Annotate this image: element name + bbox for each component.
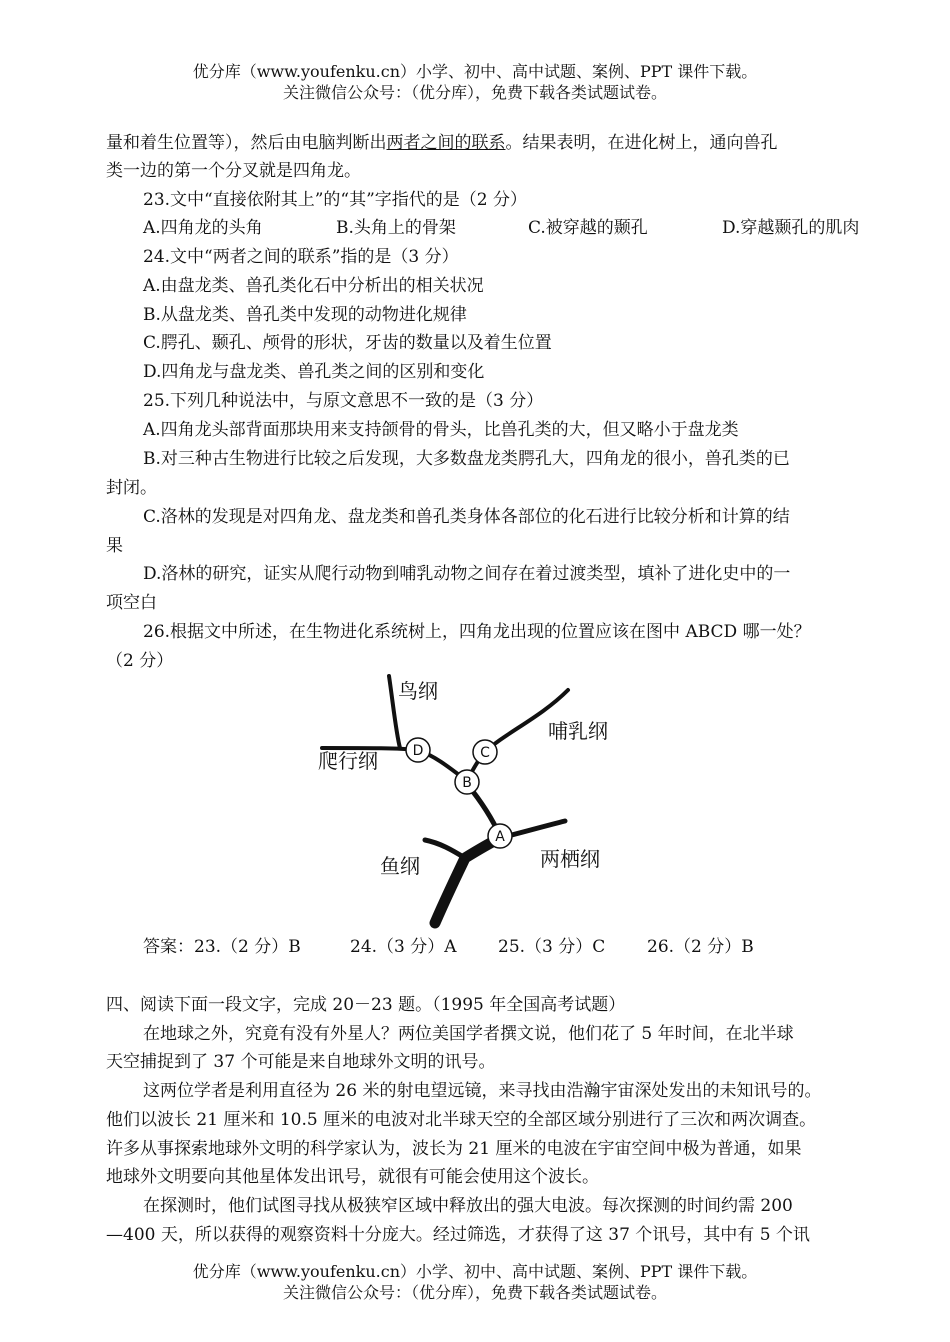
node-a-label: A (495, 829, 505, 845)
q25-option-d-line1: D.洛林的研究，证实从爬行动物到哺乳动物之间存在着过渡类型，填补了进化史中的一 (143, 564, 791, 584)
section4-p1-line1: 在地球之外，究竟有没有外星人？两位美国学者撰文说，他们花了 5 年时间，在北半球 (143, 1024, 794, 1044)
section4-p1-line2: 天空捕捉到了 37 个可能是来自地球外文明的讯号。 (106, 1052, 496, 1072)
reptile-label: 爬行纲 (318, 749, 378, 773)
fish-branch (425, 840, 465, 858)
section4-p3-line2: —400 天，所以获得的观察资料十分庞大。经过筛选，才获得了这 37 个讯号，其中有 5 个讯 (106, 1225, 810, 1245)
node-d-label: D (412, 743, 424, 759)
q24-option-b: B.从盘龙类、兽孔类中发现的动物进化规律 (143, 305, 467, 325)
intro-line-2: 类一边的第一个分叉就是四角龙。 (106, 161, 361, 181)
section4-p2-line4: 地球外文明要向其他星体发出讯号，就很有可能会使用这个波长。 (106, 1167, 599, 1187)
header-line-2: 关注微信公众号：（优分库），免费下载各类试题试卷。 (282, 83, 667, 102)
q25-option-c-line1: C.洛林的发现是对四角龙、盘龙类和兽孔类身体各部位的化石进行比较分析和计算的结 (143, 507, 790, 527)
q26-stem-score: （2 分） (106, 651, 174, 671)
q24-option-d: D.四角龙与盘龙类、兽孔类之间的区别和变化 (143, 362, 485, 382)
section4-p3-line1: 在探测时，他们试图寻找从极狭窄区域中释放出的强大电波。每次探测的时间约需 200 (143, 1196, 793, 1216)
q23-option-d: D.穿越颞孔的肌肉 (722, 218, 860, 238)
evolution-tree-diagram (300, 668, 640, 930)
q25-option-a: A.四角龙头部背面那块用来支持颌骨的骨头，比兽孔类的大，但又略小于盘龙类 (143, 420, 739, 440)
answer-24: 24.（3 分）A (350, 937, 457, 957)
q25-stem: 25.下列几种说法中，与原文意思不一致的是（3 分） (143, 391, 544, 411)
q23-stem: 23.文中“直接依附其上”的“其”字指代的是（2 分） (143, 190, 528, 210)
trunk-branch (435, 838, 500, 923)
amphibian-label: 两栖纲 (540, 847, 600, 871)
fish-label: 鱼纲 (380, 854, 420, 878)
q25-option-c-line2: 果 (106, 536, 123, 556)
section4-p2-line1: 这两位学者是利用直径为 26 米的射电望远镜，来寻找由浩瀚宇宙深处发出的未知讯号的。 (143, 1081, 822, 1101)
mammal-label: 哺乳纲 (548, 719, 608, 743)
section4-p2-line3: 许多从事探索地球外文明的科学家认为，波长为 21 厘米的电波在宇宙空间中极为普通，如果 (106, 1139, 802, 1159)
bird-label: 鸟纲 (398, 679, 438, 703)
answer-25: 25.（3 分）C (498, 937, 606, 957)
footer-line-1: 优分库（www.youfenku.cn）小学、初中、高中试题、案例、PPT 课件下载。 (192, 1262, 758, 1281)
answer-23: 答案：23.（2 分）B (143, 937, 301, 957)
q25-option-b-line1: B.对三种古生物进行比较之后发现，大多数盘龙类腭孔大，四角龙的很小，兽孔类的已 (143, 449, 790, 469)
intro-underlined-phrase: 两者之间的联系 (386, 133, 506, 153)
q24-stem: 24.文中“两者之间的联系”指的是（3 分） (143, 247, 459, 267)
q23-option-a: A.四角龙的头角 (143, 218, 263, 238)
q24-option-c: C.腭孔、颞孔、颅骨的形状，牙齿的数量以及着生位置 (143, 333, 552, 353)
section4-title: 四、阅读下面一段文字，完成 20－23 题。（1995 年全国高考试题） (106, 995, 626, 1015)
q24-option-a: A.由盘龙类、兽孔类化石中分析出的相关状况 (143, 276, 484, 296)
intro-text-before: 量和着生位置等），然后由电脑判断出 (106, 133, 387, 153)
q26-stem: 26.根据文中所述，在生物进化系统树上，四角龙出现的位置应该在图中 ABCD 哪一处？ (143, 622, 811, 642)
q25-option-b-line2: 封闭。 (106, 478, 157, 498)
intro-line-1 (106, 131, 778, 155)
answer-26: 26.（2 分）B (647, 937, 754, 957)
header-line-1: 优分库（www.youfenku.cn）小学、初中、高中试题、案例、PPT 课件下载。 (192, 62, 758, 81)
q23-option-c: C.被穿越的颞孔 (528, 218, 648, 238)
footer-line-2: 关注微信公众号：（优分库），免费下载各类试题试卷。 (282, 1283, 667, 1302)
intro-text-after: 。结果表明，在进化树上，通向兽孔 (505, 133, 778, 153)
node-c-label: C (480, 745, 490, 761)
q25-option-d-line2: 项空白 (106, 593, 157, 613)
section4-p2-line2: 他们以波长 21 厘米和 10.5 厘米的电波对北半球天空的全部区域分别进行了三次和两次调查。 (106, 1110, 817, 1130)
q23-option-b: B.头角上的骨架 (336, 218, 456, 238)
node-b-label: B (462, 775, 472, 791)
